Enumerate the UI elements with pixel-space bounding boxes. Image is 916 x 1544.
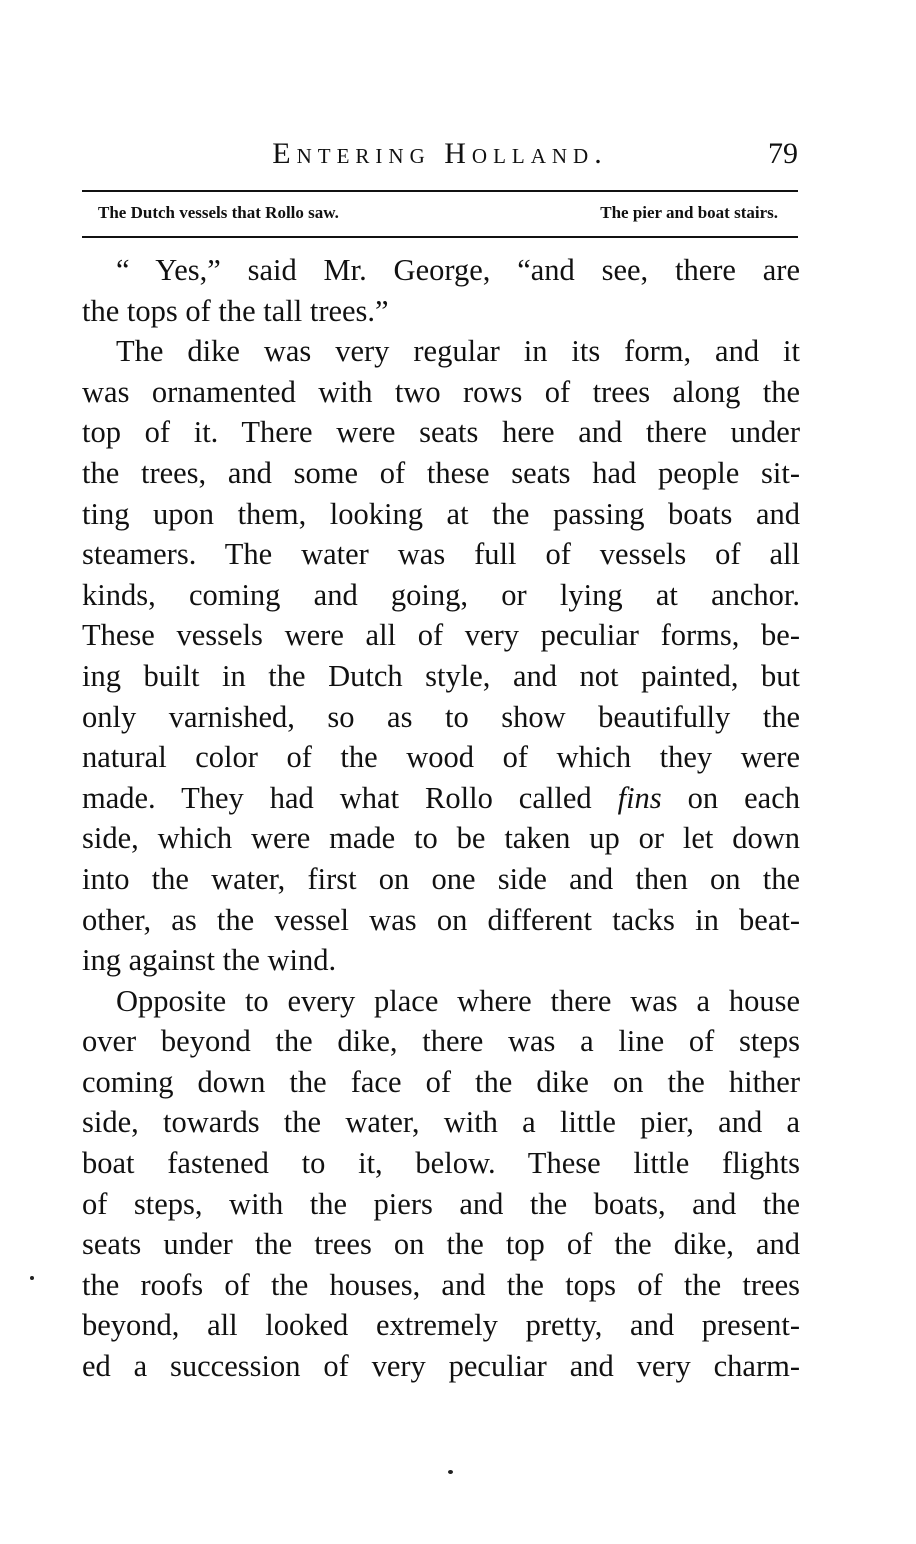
text-line: The dike was very regular in its form, and it — [116, 334, 800, 369]
text-line: the roofs of the houses, and the tops of the trees — [82, 1267, 800, 1302]
text-line: natural color of the wood of which they were — [82, 740, 800, 775]
text-line: ting upon them, looking at the passing boats and — [82, 496, 800, 531]
text-line: Opposite to every place where there was a house — [116, 983, 800, 1018]
text-line: seats under the trees on the top of the dike, and — [82, 1227, 800, 1262]
text-line: over beyond the dike, there was a line of steps — [82, 1024, 800, 1059]
header-rule-bottom — [82, 236, 798, 238]
text-line: into the water, first on one side and then on the — [82, 861, 800, 896]
text-line: other, as the vessel was on different tacks in beat- — [82, 902, 800, 937]
text-line-start: made. They had what Rollo called — [82, 780, 592, 815]
sidenote-left: The Dutch vessels that Rollo saw. — [98, 203, 339, 222]
running-head — [82, 134, 798, 178]
sidenote-right: The pier and boat stairs. — [600, 203, 778, 222]
text-line: beyond, all looked extremely pretty, and present- — [82, 1308, 800, 1343]
chapter-title: Entering Holland. — [272, 137, 608, 170]
text-line: only varnished, so as to show beautifully the — [82, 699, 800, 734]
text-line: “ Yes,” said Mr. George, “and see, there are — [116, 253, 800, 287]
text-line-with-italic — [82, 778, 800, 819]
text-line: side, which were made to be taken up or let down — [82, 821, 800, 856]
page-number: 79 — [768, 137, 798, 170]
text-line: coming down the face of the dike on the hither — [82, 1064, 800, 1099]
text-line: kinds, coming and going, or lying at anchor. — [82, 577, 800, 612]
italic-word-fins: fins — [617, 780, 662, 815]
body-text — [82, 250, 800, 1387]
text-line: steamers. The water was full of vessels of all — [82, 537, 800, 572]
text-line: the tops of the tall trees.” — [82, 293, 389, 328]
text-line: ed a succession of very peculiar and very charm- — [82, 1349, 800, 1384]
text-line: of steps, with the piers and the boats, and the — [82, 1186, 800, 1221]
text-line: These vessels were all of very peculiar forms, be- — [82, 618, 800, 653]
text-line: top of it. There were seats here and there under — [82, 415, 800, 450]
header-rule-top — [82, 190, 798, 192]
ink-speck — [30, 1276, 34, 1280]
text-line: was ornamented with two rows of trees along the — [82, 374, 800, 409]
text-line: ing built in the Dutch style, and not painted, but — [82, 658, 800, 693]
text-line: side, towards the water, with a little pier, and a — [82, 1105, 800, 1140]
text-line: the trees, and some of these seats had people sit- — [82, 455, 800, 490]
ink-speck — [448, 1470, 453, 1474]
text-line: ing against the wind. — [82, 943, 337, 978]
text-line: boat fastened to it, below. These little flights — [82, 1146, 800, 1181]
text-line-end: on each — [687, 780, 800, 815]
